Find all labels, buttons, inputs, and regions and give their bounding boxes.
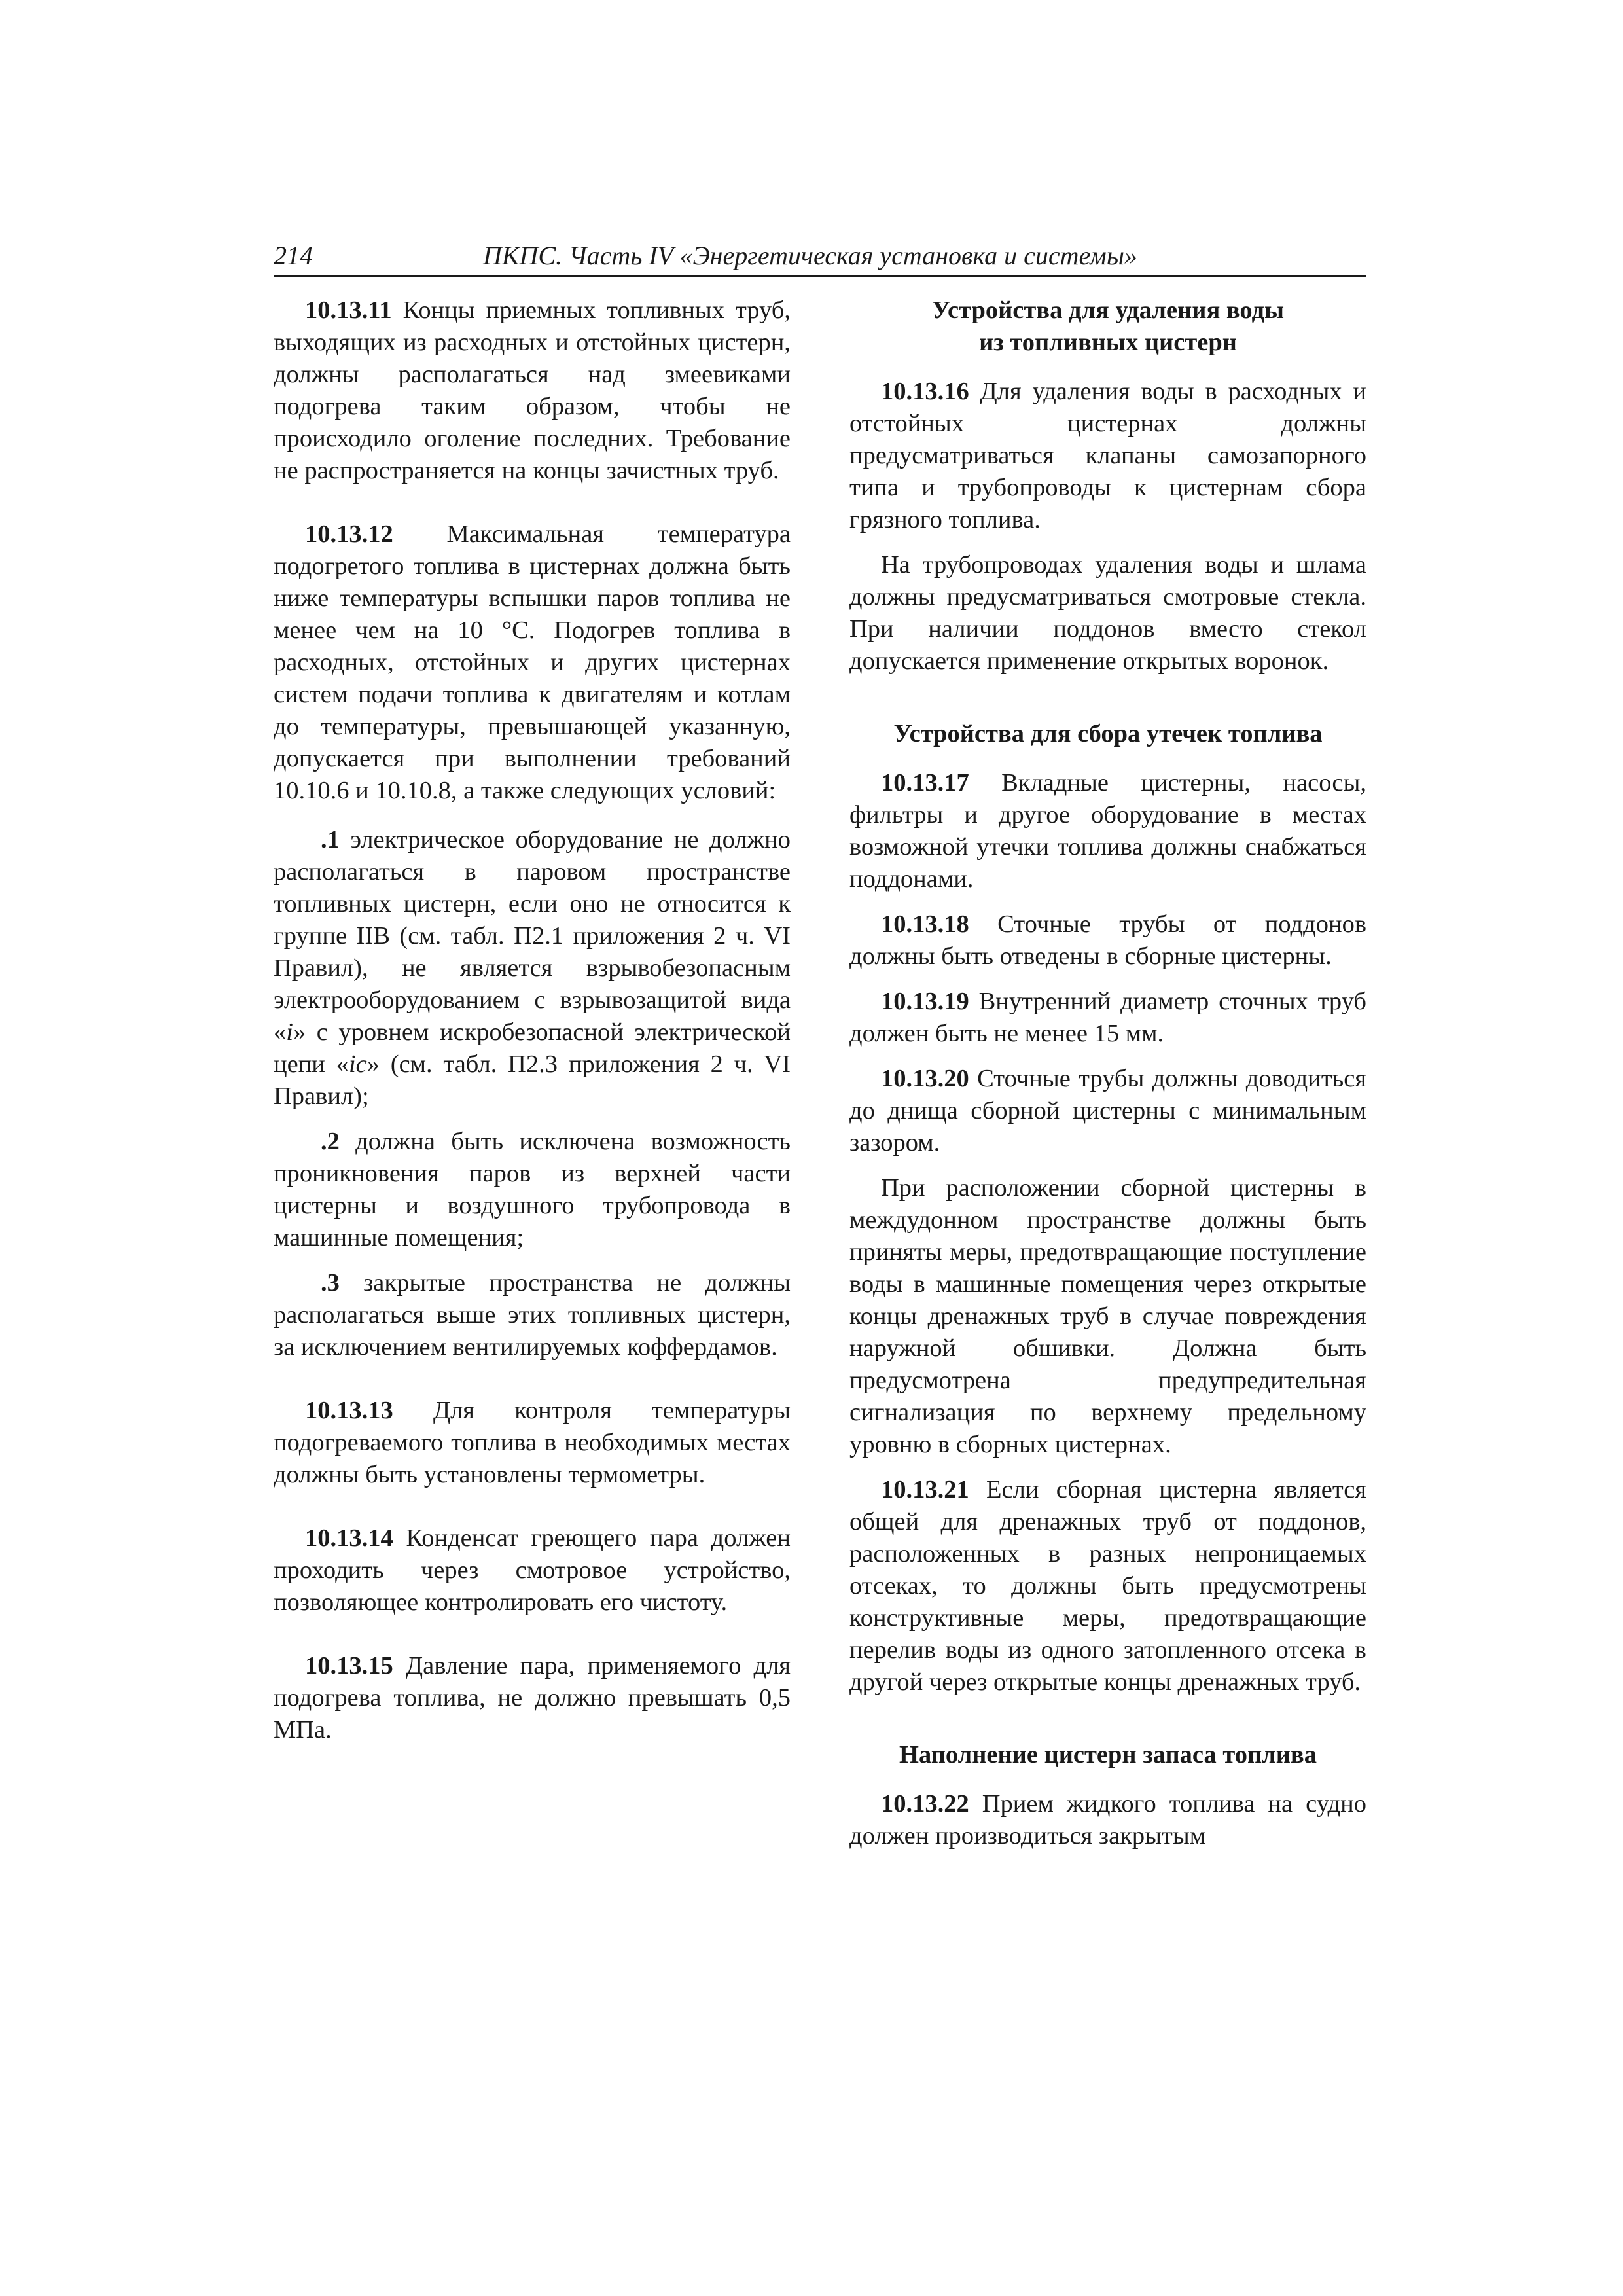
paragraph-10-13-11	[274, 295, 791, 487]
clause-number: 10.13.21	[881, 1476, 969, 1503]
paragraph-10-13-22	[849, 1788, 1366, 1852]
clause-text: Сточные трубы должны доводиться до днища сборной цистерны с минимальным зазором.	[849, 1065, 1366, 1157]
paragraph-10-13-15	[274, 1650, 791, 1746]
item-text: электрическое оборудование не должно располагаться в паровом пространстве топливных цистерн, если оно не относится к группе IIB (см. табл. П2.1 приложения 2 ч. VI Правил), не является взрывобезопасным электрооборудованием с взрывозащитой вида «	[274, 826, 791, 1046]
paragraph-10-13-20	[849, 1063, 1366, 1159]
italic-ic: ic	[348, 1050, 367, 1078]
paragraph-10-13-17	[849, 767, 1366, 895]
clause-text: Внутренний диаметр сточных труб должен быть не менее 15 мм.	[849, 988, 1366, 1047]
paragraph-10-13-16	[849, 376, 1366, 536]
item-number: .1	[321, 826, 340, 853]
item-text: должна быть исключена возможность проникновения паров из верхней части цистерны и воздушного трубопровода в машинные помещения;	[274, 1128, 791, 1251]
header-title: ПКПС. Часть IV «Энергетическая установка и системы»	[483, 241, 1137, 270]
clause-number: 10.13.16	[881, 378, 969, 405]
clause-text: Максимальная температура подогретого топлива в цистернах должна быть ниже температуры вспышки паров топлива не менее чем на 10 °С. Подогрев топлива в расходных, отстойных и других цистернах систем подачи топлива к двигателям и котлам до температуры, превышающей указанную, допускается при выполнении требований 10.10.6 и 10.10.8, а также следующих условий:	[274, 520, 791, 804]
clause-text: Конденсат греющего пара должен проходить через смотровое устройство, позволяющее контролировать его чистоту.	[274, 1524, 791, 1616]
clause-number: 10.13.22	[881, 1790, 969, 1818]
clause-number: 10.13.19	[881, 988, 969, 1015]
clause-text: Давление пара, применяемого для подогрева топлива, не должно превышать 0,5 МПа.	[274, 1652, 791, 1744]
paragraph-10-13-13	[274, 1395, 791, 1491]
clause-text: Для удаления воды в расходных и отстойных цистернах должны предусматриваться клапаны самозапорного типа и трубопроводы к цистернам сбора грязного топлива.	[849, 378, 1366, 533]
item-text-3: » (см. табл. П2.3 приложения 2 ч. VI Правил);	[274, 1050, 791, 1110]
heading-line-1: Устройства для удаления воды	[931, 296, 1285, 324]
running-header	[274, 237, 1366, 277]
italic-i: i	[286, 1018, 293, 1046]
section-heading-water-removal	[849, 295, 1366, 359]
item-text: закрытые пространства не должны располагаться выше этих топливных цистерн, за исключением вентилируемых коффердамов.	[274, 1269, 791, 1361]
paragraph-10-13-12	[274, 518, 791, 807]
paragraph-10-13-19	[849, 986, 1366, 1050]
clause-number: 10.13.13	[305, 1397, 393, 1424]
paragraph-10-13-21	[849, 1474, 1366, 1698]
clause-number: 10.13.12	[305, 520, 393, 548]
clause-text: Вкладные цистерны, насосы, фильтры и другое оборудование в местах возможной утечки топлива должны снабжаться поддонами.	[849, 769, 1366, 893]
clause-number: 10.13.17	[881, 769, 969, 797]
item-number: .3	[321, 1269, 340, 1297]
item-number: .2	[321, 1128, 340, 1155]
clause-text: Для контроля температуры подогреваемого топлива в необходимых местах должны быть установлены термометры.	[274, 1397, 791, 1488]
clause-text: Концы приемных топливных труб, выходящих из расходных и отстойных цистерн, должны располагаться над змеевиками подогрева таким образом, чтобы не происходило оголение последних. Требование не распространяется на концы зачистных труб.	[274, 296, 791, 484]
clause-number: 10.13.14	[305, 1524, 393, 1552]
page-number: 214	[274, 241, 313, 270]
item-text-2: » с уровнем искробезопасной электрической цепи «	[274, 1018, 791, 1078]
clause-number: 10.13.20	[881, 1065, 969, 1092]
section-heading-fuel-filling: Наполнение цистерн запаса топлива	[899, 1741, 1317, 1768]
clause-text: Сточные трубы от поддонов должны быть отведены в сборные цистерны.	[849, 910, 1366, 970]
section-heading-leak-collection: Устройства для сбора утечек топлива	[893, 720, 1323, 747]
right-column	[849, 295, 1366, 1852]
clause-text: Прием жидкого топлива на судно должен производиться закрытым	[849, 1790, 1366, 1850]
clause-number: 10.13.18	[881, 910, 969, 938]
heading-line-2: из топливных цистерн	[979, 329, 1237, 356]
paragraph-double-bottom: При расположении сборной цистерны в междудонном пространстве должны быть приняты меры, предотвращающие поступление воды в машинные помещения через открытые концы дренажных труб в случае повреждения наружной обшивки. Должна быть предусмотрена предупредительная сигнализация по верхнему предельному уровню в сборных цистернах.	[849, 1174, 1366, 1458]
left-column	[274, 295, 791, 1746]
list-item-3	[274, 1267, 791, 1363]
clause-text: Если сборная цистерна является общей для дренажных труб от поддонов, расположенных в разных непроницаемых отсеках, то должны быть предусмотрены конструктивные меры, предотвращающие перелив воды из одного затопленного отсека в другой через открытые концы дренажных труб.	[849, 1476, 1366, 1696]
paragraph-10-13-14	[274, 1522, 791, 1619]
list-item-2	[274, 1126, 791, 1254]
clause-number: 10.13.11	[305, 296, 392, 324]
list-item-1	[274, 824, 791, 1113]
clause-number: 10.13.15	[305, 1652, 393, 1679]
paragraph-water-pipes: На трубопроводах удаления воды и шлама должны предусматриваться смотровые стекла. При наличии поддонов вместо стекол допускается применение открытых воронок.	[849, 551, 1366, 675]
paragraph-10-13-18	[849, 908, 1366, 973]
